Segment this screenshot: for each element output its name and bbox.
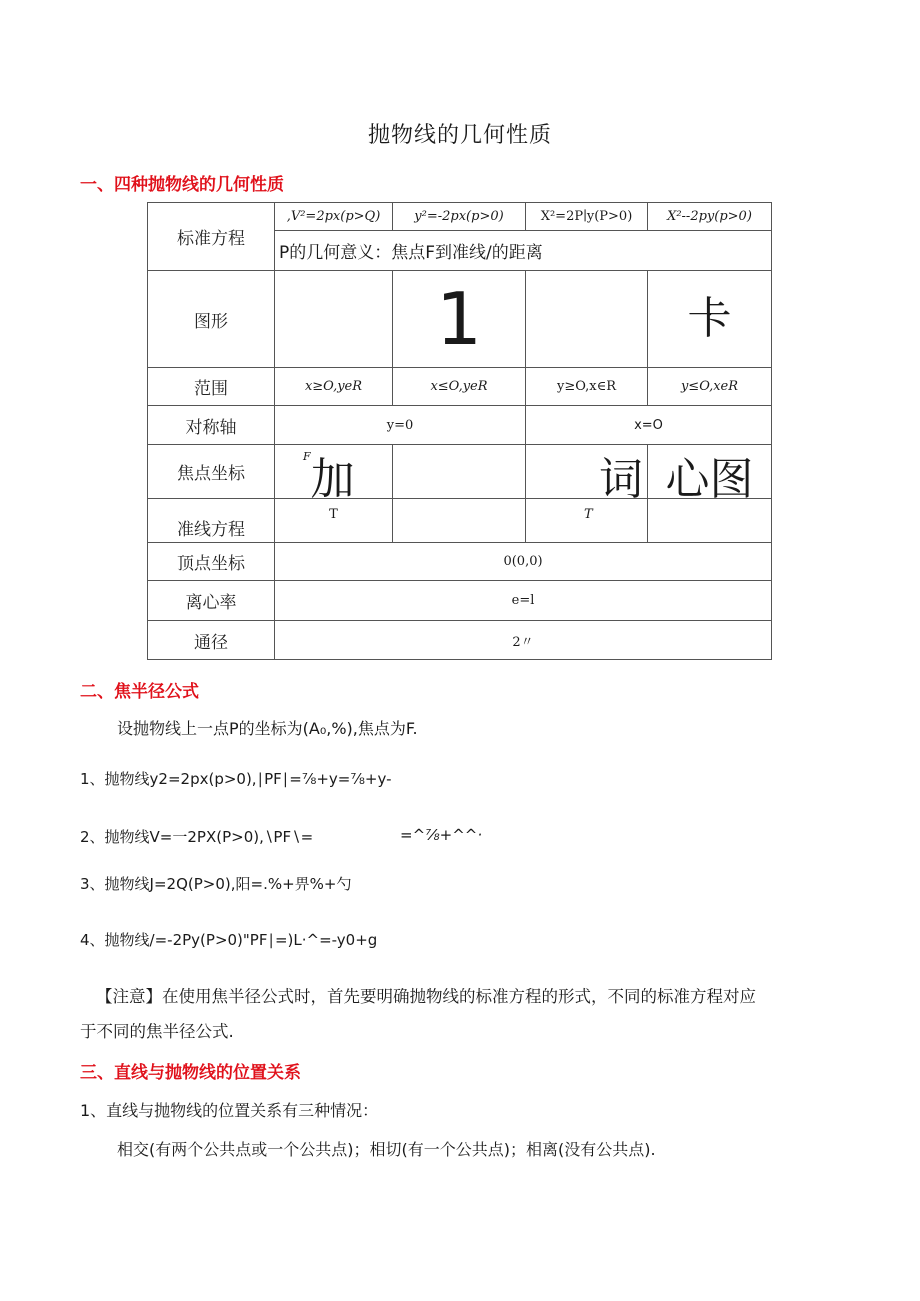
directrix-cell [393, 499, 526, 543]
axis-cell: x=O [526, 406, 772, 445]
row-label-focus: 焦点坐标 [148, 445, 275, 499]
equation-cell: X²--2py(p>0) [648, 203, 772, 231]
equation-cell: ,V²=2px(p>Q) [275, 203, 393, 231]
row-label-latus: 通径 [148, 621, 275, 660]
section-heading-line-position: 三、直线与抛物线的位置关系 [80, 1063, 301, 1083]
focus-glyph: 加 [310, 454, 355, 499]
range-cell: x≥O,yeR [275, 368, 393, 406]
page-title: 抛物线的几何性质 [367, 123, 552, 148]
focus-cell [648, 445, 772, 499]
row-label-range: 范围 [148, 368, 275, 406]
vertex-cell: 0(0,0) [275, 543, 772, 581]
section-heading-focal-radius: 二、焦半径公式 [80, 682, 199, 702]
directrix-cell: T [526, 499, 648, 543]
equation-cell: y²=-2px(p>0) [393, 203, 526, 231]
directrix-cell [648, 499, 772, 543]
row-label-vertex: 顶点坐标 [148, 543, 275, 581]
row-label-eccentricity: 离心率 [148, 581, 275, 621]
latus-cell: 2〃 [275, 621, 772, 660]
eccentricity-cell: e=l [275, 581, 772, 621]
figure-glyph: 1 [436, 277, 482, 361]
focal-radius-item-2-result: =^⅞+^^· [400, 826, 483, 844]
focus-glyph: 心图 [665, 454, 754, 499]
equation-cell: X²=2P∣y(P>0) [526, 203, 648, 231]
position-cases: 相交(有两个公共点或一个公共点)；相切(有一个公共点)；相离(没有公共点). [117, 1140, 656, 1159]
focus-cell [393, 445, 526, 499]
figure-cell [275, 271, 393, 368]
axis-cell: y=0 [275, 406, 526, 445]
range-cell: y≥O,x∈R [526, 368, 648, 406]
figure-glyph: 卡 [687, 293, 732, 344]
range-cell: y≤O,xeR [648, 368, 772, 406]
figure-cell [526, 271, 648, 368]
row-label-equation: 标准方程 [148, 203, 275, 271]
row-label-directrix: 准线方程 [148, 499, 275, 543]
focal-radius-item-3: 3、抛物线J=2Q(P>0),阳=.%+畀%+勺 [80, 875, 352, 893]
row-label-axis: 对称轴 [148, 406, 275, 445]
note-line-2: 于不同的焦半径公式. [80, 1022, 234, 1041]
focal-radius-item-4: 4、抛物线/=-2Py(P>0)"PF∣=)L·^=-y0+g [80, 931, 378, 949]
position-intro: 1、直线与抛物线的位置关系有三种情况： [80, 1101, 379, 1120]
focus-label: F [303, 450, 311, 463]
row-label-figure: 图形 [148, 271, 275, 368]
focal-radius-intro: 设抛物线上一点P的坐标为(A₀,%),焦点为F. [117, 719, 418, 738]
figure-cell [393, 271, 526, 368]
parabola-properties-table [147, 202, 772, 660]
focus-cell [275, 445, 393, 499]
focal-radius-item-1: 1、抛物线y2=2px(p>0),∣PF∣=⅞+y=⅞+y- [80, 770, 392, 788]
figure-cell [648, 271, 772, 368]
focal-radius-item-2: 2、抛物线V=一2PX(P>0),∖PF∖= [80, 828, 314, 846]
focus-cell [526, 445, 648, 499]
section-heading-properties: 一、四种抛物线的几何性质 [80, 175, 284, 195]
range-cell: x≤O,yeR [393, 368, 526, 406]
p-meaning-cell: P的几何意义：焦点F到准线/的距离 [275, 231, 772, 271]
directrix-cell: T [275, 499, 393, 543]
focus-glyph: 词 [599, 454, 643, 499]
note-line-1: 【注意】在使用焦半径公式时，首先要明确抛物线的标准方程的形式，不同的标准方程对应 [96, 987, 756, 1006]
